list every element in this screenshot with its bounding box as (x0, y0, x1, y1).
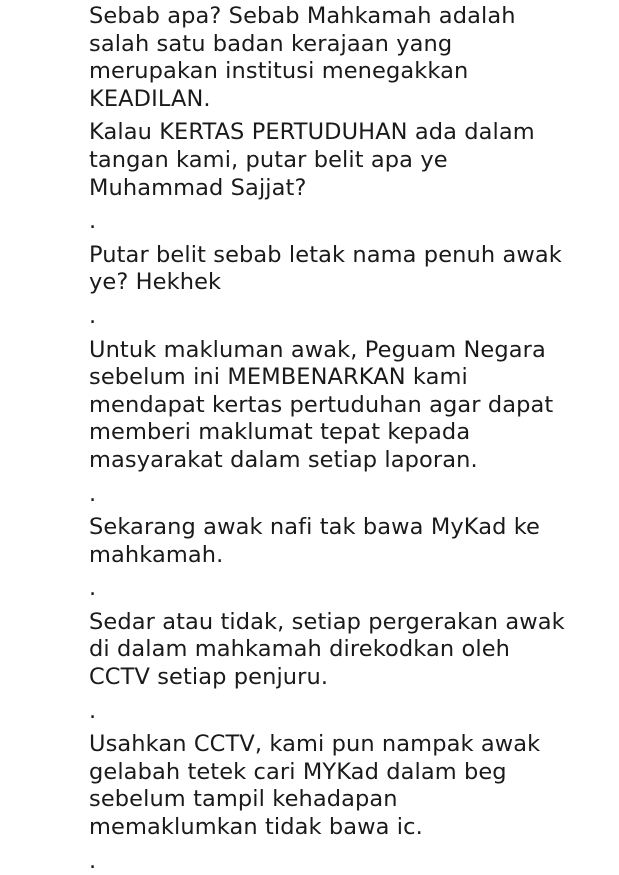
text-line: salah satu badan kerajaan yang (89, 30, 453, 57)
text-line: Untuk makluman awak, Peguam Negara (89, 336, 546, 363)
text-line: ye? Hekhek (89, 269, 222, 296)
text-line: Sekarang awak nafi tak bawa MyKad ke (89, 514, 540, 541)
paragraph-3 (89, 242, 609, 297)
text-line: sebelum tampil kehadapan (89, 786, 398, 813)
separator-dot: . (89, 697, 97, 724)
text-line: Sebab apa? Sebab Mahkamah adalah (89, 3, 516, 29)
text-line: mahkamah. (89, 541, 224, 568)
paragraph-5 (89, 514, 609, 569)
separator-dot: . (89, 208, 97, 235)
paragraph-6 (89, 609, 609, 692)
text-line: tangan kami, putar belit apa ye (89, 146, 448, 173)
paragraph-1 (89, 3, 609, 113)
text-line: mendapat kertas pertuduhan agar dapat (89, 391, 554, 418)
text-line: Sedar atau tidak, setiap pergerakan awak (89, 608, 565, 635)
text-line: memaklumkan tidak bawa ic. (89, 814, 423, 841)
separator-dot: . (89, 847, 97, 874)
separator-dot: . (89, 575, 97, 602)
post-text (89, 0, 609, 875)
text-line: Kalau KERTAS PERTUDUHAN ada dalam (89, 119, 535, 146)
text-line: CCTV setiap penjuru. (89, 664, 329, 691)
text-line: masyarakat dalam setiap laporan. (89, 446, 478, 473)
text-line: di dalam mahkamah direkodkan oleh (89, 636, 511, 663)
separator-dot: . (89, 480, 97, 507)
text-line: KEADILAN. (89, 85, 211, 112)
text-line: memberi maklumat tepat kepada (89, 419, 471, 446)
paragraph-7 (89, 731, 609, 841)
text-line: gelabah tetek cari MYKad dalam beg (89, 758, 507, 785)
text-line: sebelum ini MEMBENARKAN kami (89, 364, 468, 391)
separator-dot: . (89, 302, 97, 329)
text-line: Muhammad Sajjat? (89, 174, 307, 201)
text-line: Usahkan CCTV, kami pun nampak awak (89, 731, 541, 758)
text-line: merupakan institusi menegakkan (89, 58, 469, 85)
paragraph-4 (89, 337, 609, 475)
paragraph-2 (89, 119, 609, 202)
text-line: Putar belit sebab letak nama penuh awak (89, 241, 562, 268)
